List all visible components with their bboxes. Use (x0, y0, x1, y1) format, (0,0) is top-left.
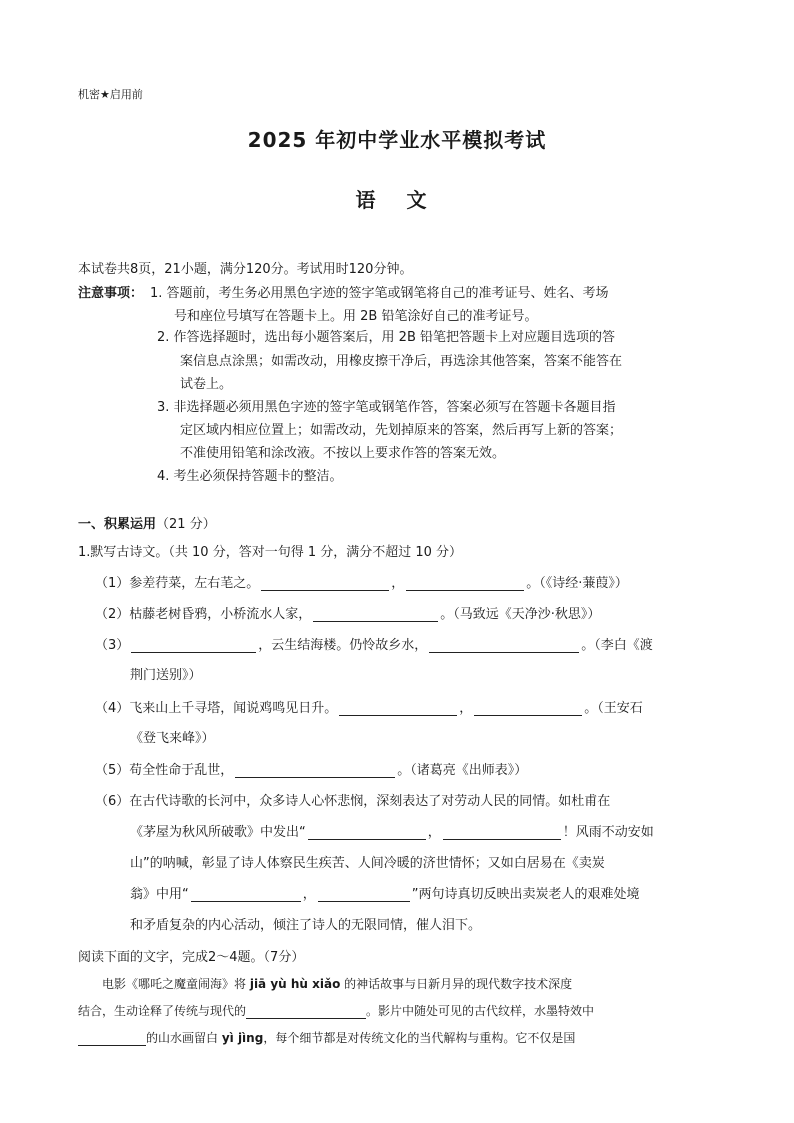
sentence-4-source: 《登飞来峰》） (130, 731, 215, 746)
notice-item-3-line-3: 不准使用铅笔和涂改液。不按以上要求作答的答案无效。 (180, 446, 506, 461)
exam-intro: 本试卷共8页，21小题，满分120分。考试用时120分钟。 (78, 262, 413, 277)
notice-item-3-line-1: 3. 非选择题必须用黑色字迹的签字笔或钢笔作答，答案必须写在答题卡各题目指 (157, 400, 616, 415)
reading-instruction: 阅读下面的文字，完成2～4题。（7分） (78, 950, 305, 965)
reading-passage-line-3: 的山水画留白 yì jìng，每个细节都是对传统文化的当代解构与重构。它不仅是国 (78, 1029, 575, 1046)
section-1-title: 一、积累运用 (78, 517, 157, 532)
notice-item-1-line-2: 号和座位号填写在答题卡上。用 2B 铅笔涂好自己的准考证号。 (174, 309, 538, 324)
notice-item-3-line-2: 定区域内相应位置上；如需改动，先划掉原来的答案，然后再写上新的答案； (180, 423, 623, 438)
confidential-label: 机密★启用前 (78, 88, 143, 101)
answer-blank[interactable] (406, 576, 524, 591)
answer-blank[interactable] (308, 825, 426, 840)
reading-passage-line-1: 电影《哪吒之魔童闹海》将 jiā yù hù xiǎo 的神话故事与日新月异的现代数字技术深度 (102, 977, 573, 991)
question-1-stem: 1.默写古诗文。（共 10 分，答对一句得 1 分，满分不超过 10 分） (78, 545, 463, 560)
sentence-6-line-3: 山”的呐喊，彰显了诗人体察民生疾苦、人间冷暖的济世情怀；又如白居易在《卖炭 (130, 856, 605, 871)
reading-passage-line-2: 结合，生动诠释了传统与现代的 。影片中随处可见的古代纹样，水墨特效中 (78, 1004, 595, 1018)
sentence-2: （2）枯藤老树昏鸦，小桥流水人家， 。（马致远《天净沙·秋思》） (95, 607, 601, 622)
pinyin-yijing: yì jìng (221, 1031, 264, 1045)
notice-item-2-line-1: 2. 作答选择题时，选出每小题答案后，用 2B 铅笔把答题卡上对应题目选项的答 (157, 330, 615, 345)
sentence-3-source: 荆门送别》） (130, 668, 202, 683)
answer-blank[interactable] (261, 576, 389, 591)
answer-blank[interactable] (429, 638, 579, 653)
section-1-score: （21 分） (156, 517, 216, 532)
notice-item-4: 4. 考生必须保持答题卡的整洁。 (157, 469, 343, 484)
notice-label: 注意事项： (78, 286, 144, 301)
sentence-4: （4）飞来山上千寻塔，闻说鸡鸣见日升。 ， 。（王安石 (95, 701, 643, 716)
answer-blank[interactable] (246, 1006, 366, 1019)
subject-title: 语 文 (355, 188, 439, 212)
answer-blank[interactable] (443, 825, 561, 840)
sentence-5: （5）苟全性命于乱世， 。（诸葛亮《出师表》） (95, 763, 528, 778)
answer-blank[interactable] (474, 701, 582, 716)
answer-blank[interactable] (131, 638, 256, 653)
sentence-1: （1）参差荇菜，左右芼之。 ， 。（《诗经·蒹葭》） (95, 576, 628, 591)
notice-item-1-line-1: 1. 答题前，考生务必用黑色字迹的签字笔或钢笔将自己的准考证号、姓名、考场 (150, 286, 609, 301)
section-1-heading (78, 513, 216, 532)
exam-title: 2025 年初中学业水平模拟考试 (247, 128, 547, 152)
answer-blank[interactable] (191, 887, 301, 902)
answer-blank[interactable] (318, 887, 410, 902)
notice-item-2-line-2: 案信息点涂黑；如需改动，用橡皮擦干净后，再选涂其他答案，答案不能答在 (180, 354, 623, 369)
sentence-6-line-4: 翁》中用“ ， ”两句诗真切反映出卖炭老人的艰难处境 (130, 887, 640, 902)
sentence-6-line-1: （6）在古代诗歌的长河中，众多诗人心怀悲悯，深刻表达了对劳动人民的同情。如杜甫在 (95, 794, 611, 809)
sentence-6-line-5: 和矛盾复杂的内心活动，倾注了诗人的无限同情，催人泪下。 (130, 918, 482, 933)
sentence-3: （3） ，云生结海楼。仍怜故乡水， 。（李白《渡 (95, 638, 653, 653)
answer-blank[interactable] (313, 607, 438, 622)
answer-blank[interactable] (235, 763, 395, 778)
sentence-6-line-2: 《茅屋为秋风所破歌》中发出“ ， ！风雨不动安如 (130, 825, 654, 840)
notice-item-2-line-3: 试卷上。 (180, 377, 233, 392)
pinyin-jiayuhuxiao: jiā yù hù xiǎo (249, 977, 341, 991)
answer-blank[interactable] (78, 1033, 146, 1046)
answer-blank[interactable] (339, 701, 457, 716)
